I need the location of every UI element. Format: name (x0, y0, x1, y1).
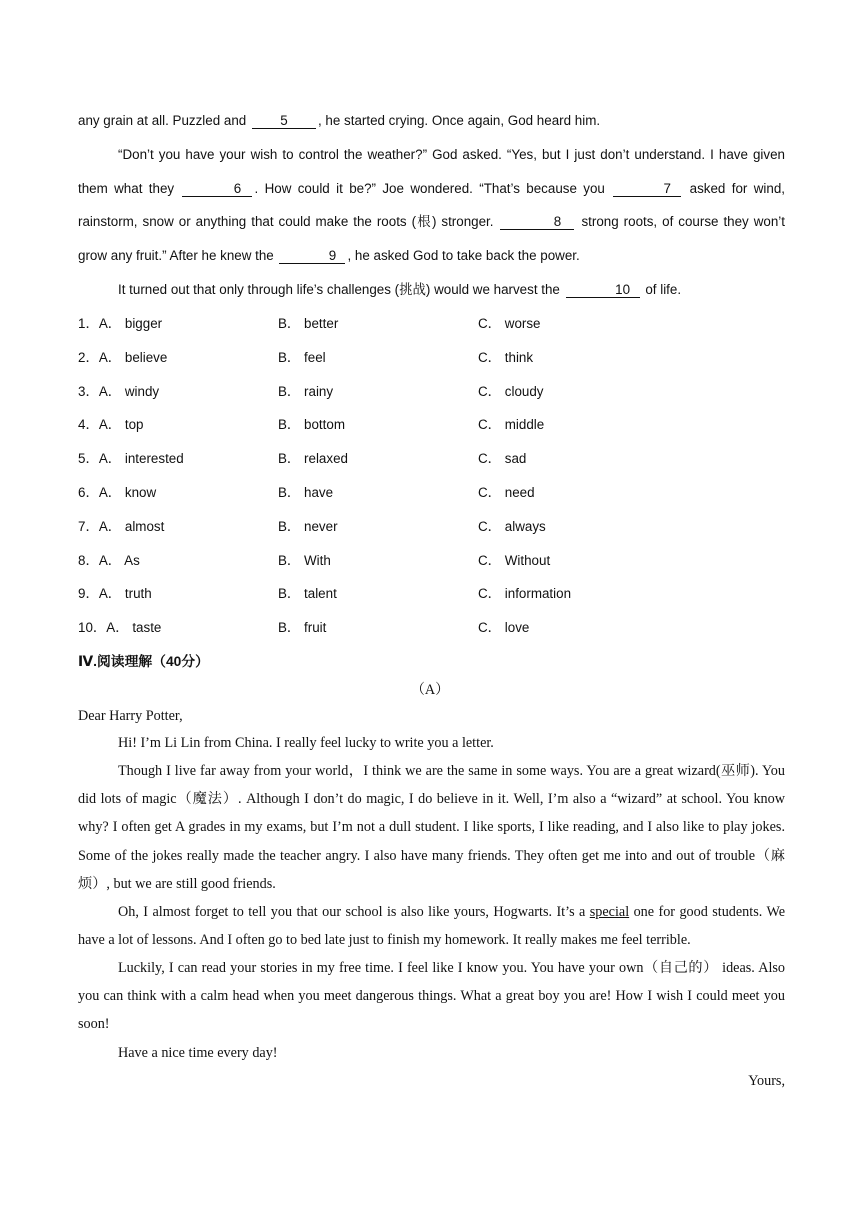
option-number-and-a (78, 314, 162, 334)
option-number-and-a (78, 517, 164, 537)
cloze-text: “Don’t you have your wish to control the weather?” God asked. “Yes, but I just don’t understand. I have given them what they (78, 147, 785, 196)
option-number-and-a (78, 483, 156, 503)
option-a: A． As (98, 552, 140, 568)
option-c: C． love (478, 620, 530, 636)
option-c: C． information (478, 586, 572, 602)
passage-label: （A） (410, 682, 450, 698)
option-a: A． windy (98, 383, 160, 399)
option-b: B． fruit (278, 620, 327, 636)
cloze-text: , he asked God to take back the power. (347, 248, 580, 264)
option-b: B． never (278, 518, 338, 534)
letter-text: one for good students. We have a lot of lessons. And I often go to bed late just to finish my homework. It really makes me feel terrible. (78, 904, 786, 949)
option-b: B． better (278, 316, 339, 331)
letter-paragraph-3 (78, 898, 785, 954)
option-c: C． think (478, 349, 534, 365)
option-c: C． cloudy (478, 383, 544, 399)
blank-10: 10 (566, 283, 640, 298)
letter-paragraph-2: Though I live far away from your world，I think we are the same in some ways. You are a great wizard(巫师). You did lots of magic（魔法）. Although I don’t do magic, I do believe in it. Well, I’m also a “wizard” at school. You know why? I often get A grades in my exams, but I’m not a dull student. I like sports, I like reading, and I also like to play jokes. Some of the jokes really made the teacher angry. I also have many friends. They often get me into and out of trouble（麻烦）, but we are still good friends. (78, 763, 785, 892)
option-a: A． bigger (98, 316, 163, 331)
cloze-text: strong roots, of course they won’t grow any fruit.” After he knew the (78, 214, 785, 264)
option-a: A． believe (98, 349, 168, 365)
option-number: 8． (78, 552, 99, 568)
option-number: 4． (78, 417, 99, 433)
blank-6: 6 (182, 182, 252, 197)
option-c: C． worse (478, 316, 541, 331)
letter-paragraph-5: Have a nice time every day! (118, 1045, 278, 1061)
letter-paragraph-4: Luckily, I can read your stories in my free time. I feel like I know you. You have your own（自己的） ideas. Also you can think with a calm head when you meet dangerous things. What a great boy you are! How I wish I could meet you soon! (78, 960, 785, 1033)
option-number: 10． (78, 620, 107, 636)
option-number-and-a (78, 551, 140, 571)
cloze-text: , he started crying. Once again, God heard him. (317, 113, 601, 128)
option-number-and-a (78, 415, 144, 435)
blank-7: 7 (613, 182, 681, 197)
letter-closing: Yours, (748, 1073, 785, 1089)
option-b: B． rainy (278, 383, 334, 399)
blank-9: 9 (279, 249, 345, 264)
cloze-paragraph-3 (78, 273, 785, 307)
letter-paragraph-1: Hi! I’m Li Lin from China. I really feel lucky to write you a letter. (118, 735, 494, 751)
option-c: C． Without (478, 552, 551, 568)
option-number: 1． (78, 316, 99, 331)
option-b: B． bottom (278, 417, 345, 433)
option-b: B． have (278, 485, 334, 500)
option-number: 6． (78, 485, 99, 500)
letter-greeting: Dear Harry Potter, (78, 708, 183, 724)
option-number-and-a (78, 382, 159, 402)
option-b: B． feel (278, 349, 326, 365)
option-a: A． know (98, 485, 157, 500)
option-number-and-a (78, 449, 184, 469)
cloze-text: . How could it be?” Joe wondered. “That’s because you (254, 180, 612, 196)
blank-5: 5 (252, 114, 316, 129)
option-number-and-a (78, 618, 161, 638)
option-number-and-a (78, 348, 167, 368)
option-number: 5． (78, 451, 99, 467)
underlined-word: special (589, 904, 630, 920)
option-number: 7． (78, 518, 99, 534)
blank-8: 8 (500, 215, 574, 230)
option-c: C． need (478, 485, 535, 500)
section-heading: Ⅳ.阅读理解（40分） (78, 654, 209, 669)
cloze-text: of life. (641, 282, 682, 297)
option-c: C． middle (478, 417, 545, 433)
letter-text: Oh, I almost forget to tell you that our school is also like yours, Hogwarts. It’s a (118, 904, 590, 920)
cloze-paragraph-1 (78, 104, 785, 138)
cloze-paragraph-2 (78, 138, 785, 273)
option-a: A． top (98, 417, 144, 433)
cloze-text: any grain at all. Puzzled and (78, 113, 250, 128)
option-a: A． taste (106, 620, 162, 636)
option-number: 2． (78, 349, 99, 365)
option-b: B． talent (278, 586, 337, 602)
cloze-text: asked for wind, rainstorm, snow or anything that could make the roots (根) stronger. (78, 180, 785, 230)
option-number: 9． (78, 586, 99, 602)
option-a: A． almost (98, 518, 165, 534)
option-a: A． interested (98, 451, 184, 467)
option-a: A． truth (98, 586, 152, 602)
option-number-and-a (78, 584, 152, 604)
option-b: B． With (278, 552, 331, 568)
option-c: C． always (478, 518, 546, 534)
cloze-text: It turned out that only through life’s challenges (挑战) would we harvest the (118, 282, 564, 297)
option-c: C． sad (478, 451, 527, 467)
option-number: 3． (78, 383, 99, 399)
option-b: B． relaxed (278, 451, 348, 467)
